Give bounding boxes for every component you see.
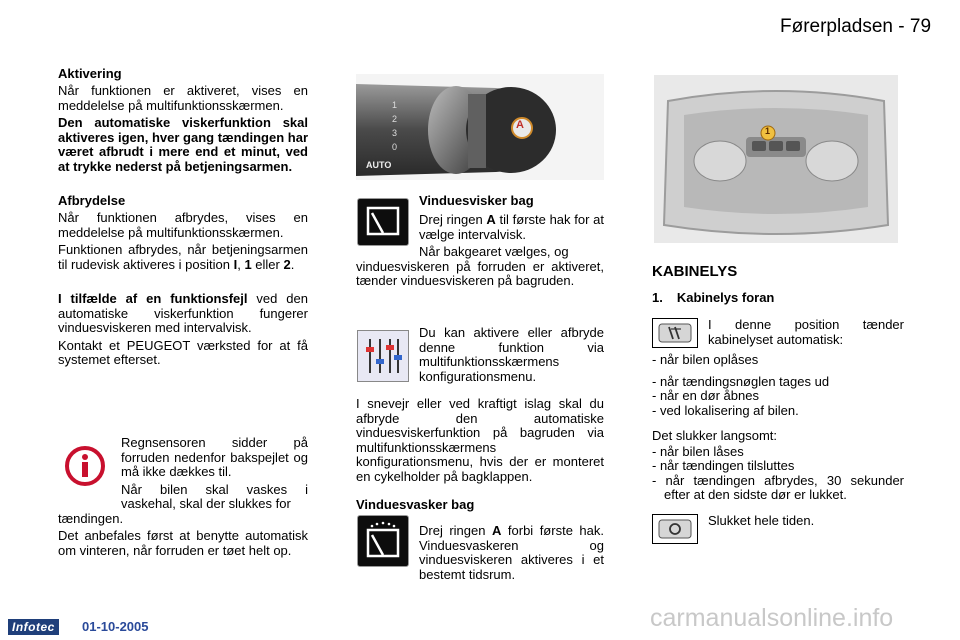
column-3-text [652, 318, 904, 503]
svg-text:2: 2 [392, 114, 398, 124]
sub-heading: 1. Kabinelys foran [652, 290, 775, 305]
page-title: Førerpladsen - 79 [780, 16, 932, 37]
rear-washer-text: Drej ringen A forbi første hak. Vinduesvaskeren og vinduesviskeren aktiveres i et bestemt tidsrum. [419, 523, 605, 582]
off-text: Slukket hele tiden. [708, 513, 815, 528]
list-item: - når bilen låses [652, 443, 744, 459]
list-unlock [652, 353, 904, 368]
car-wash-text: Når bilen skal vaskes i vaskehal, skal der slukkes for [121, 481, 308, 511]
list-item: - når tændingen afbrydes, 30 sekunder efter at den sidste dør er lukket. [652, 472, 904, 502]
activation-text: Når funktionen er aktiveret, vises en meddelelse på multifunktionsskærmen. [58, 83, 308, 113]
snow-text: I snevejr eller ved kraftigt islag skal du afbryde den automatiske vinduesviskerfunktion på bagruden via multifunktionsskærmens konfigurationsmenu, hvis der er monteret en cykelholder på bagklappen. [356, 396, 604, 484]
list-conditions [652, 375, 904, 419]
contact-text: Kontakt et PEUGEOT værksted for at få systemet efterset. [58, 337, 308, 367]
footer-date: 01-10-2005 [82, 619, 149, 634]
list-item: - når tændingsnøglen tages ud [652, 373, 830, 389]
deactivation-text: Når funktionen afbrydes, vises en meddelelse på multifunktionsskærmen. [58, 210, 308, 240]
ring-a-label: A [516, 119, 524, 131]
list-item: - når bilen oplåses [652, 352, 759, 367]
svg-text:0: 0 [392, 142, 398, 152]
infotec-logo: Infotec [8, 619, 59, 635]
svg-text:1: 1 [392, 100, 398, 110]
auto-label: AUTO [366, 160, 392, 170]
config-text: Du kan aktivere eller afbryde denne funktion via multifunktionsskærmens konfigurationsmenu. [419, 325, 604, 384]
rear-wiper-text: Drej ringen A til første hak for at vælge intervalvisk. [419, 212, 604, 242]
list-item: - når en dør åbnes [652, 388, 759, 403]
deactivation-heading: Afbrydelse [58, 193, 126, 208]
list-item: - når tændingen tilsluttes [652, 458, 795, 473]
marker-1: 1 [765, 126, 771, 136]
winter-text: Det anbefales først at benytte automatisk om vinteren, når forruden er tøet helt op. [58, 528, 308, 558]
fault-text: I tilfælde af en funktionsfejl ved den automatiske viskerfunktion fungerer vinduesviskeren med intervalvisk. [58, 291, 308, 335]
rear-wiper-heading: Vinduesvisker bag [419, 193, 534, 208]
activation-bold-text: Den automatiske viskerfunktion skal aktiveres igen, hver gang tændingen har været afbrudt i mere end et minut, ved at trykke nederst på betjeningsarmen. [58, 115, 308, 174]
reverse-gear-text-rest: vinduesviskeren på forruden er aktiveret, tænder vinduesviskeren på bagruden. [356, 258, 604, 288]
column-2-upper [356, 193, 604, 289]
rear-washer-icon [357, 515, 409, 567]
slow-off-heading: Det slukker langsomt: [652, 428, 777, 443]
deactivation-positions-text: Funktionen afbrydes, når betjeningsarmen til rudevisk aktiveres i position I, 1 eller 2. [58, 242, 308, 272]
activation-heading: Aktivering [58, 66, 122, 81]
auto-light-text: I denne position tænder kabinelyset automatisk: [708, 317, 904, 347]
rear-washer-heading: Vinduesvasker bag [356, 497, 475, 512]
car-wash-text-end: tændingen. [58, 510, 124, 526]
ceiling-light-photo [654, 75, 898, 243]
list-item: - ved lokalisering af bilen. [652, 402, 799, 418]
reverse-gear-text: Når bakgearet vælges, og [419, 244, 569, 259]
column-1 [58, 66, 308, 368]
watermark: carmanualsonline.info [650, 604, 894, 632]
section-title: KABINELYS [652, 263, 738, 280]
wiper-stalk-photo [356, 74, 604, 180]
list-slow-off [652, 445, 904, 503]
svg-text:3: 3 [392, 128, 398, 138]
rain-sensor-text: Regnsensoren sidder på forruden nedenfor bakspejlet og må ikke dækkes til. [121, 435, 308, 479]
off-position-icon [652, 514, 698, 544]
rain-sensor-block [58, 436, 308, 558]
